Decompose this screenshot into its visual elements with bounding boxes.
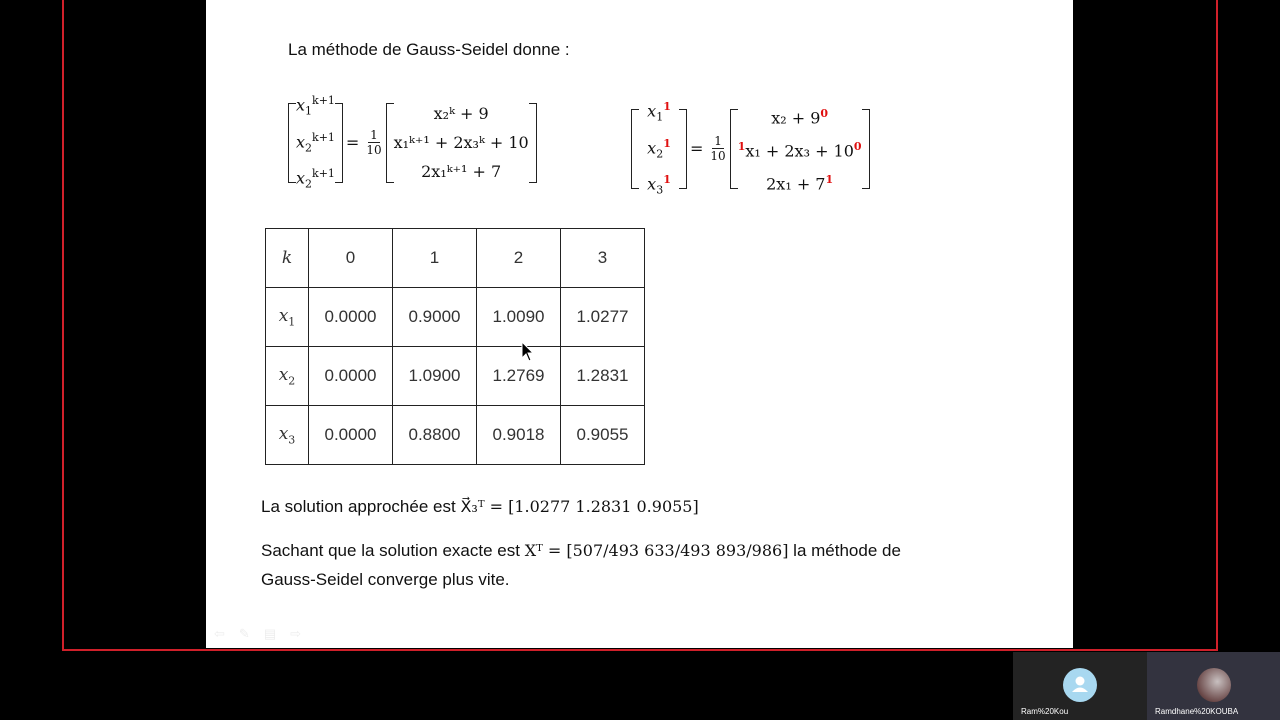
- iteration-table: [265, 228, 645, 465]
- menu-icon[interactable]: ▤: [263, 626, 277, 641]
- participant-tile[interactable]: [1147, 652, 1280, 720]
- table-header-row: k 0 1 2 3: [266, 229, 645, 288]
- table-row: $x_1$ 0.0000 0.9000 1.0090 1.0277: [266, 288, 645, 347]
- handwritten-mark: 0: [820, 106, 829, 120]
- table-row: $x_3$ 0.0000 0.8800 0.9018 0.9055: [266, 406, 645, 465]
- prev-arrow-icon[interactable]: ⇦: [214, 626, 225, 641]
- avatar: [1197, 668, 1231, 702]
- general-equation: $x_1^{k+1}$ $x_2^{k+1}$ $x_2^{k+1}$ = $\frac{1}{10}$ x₂ᵏ + 9 x₁ᵏ⁺¹ + 2x₃ᵏ + 10 2x₁ᵏ⁺¹ + 7: [288, 88, 537, 198]
- pen-icon[interactable]: ✎: [238, 626, 250, 641]
- handwritten-mark: 1: [825, 173, 834, 187]
- avatar: [1063, 668, 1097, 702]
- conclusion-text: Gauss-Seidel converge plus vite.: [261, 570, 510, 589]
- annotated-equation: $x_1^1$ $x_2^1$ $x_3^1$ = $\frac{1}{10}$ $x_2 + 9^0$ $^1x_1 + 2x_3 + 10^0$ $2x_1 + 7^1$: [631, 94, 870, 204]
- approx-solution: La solution approchée est X⃗₃ᵀ = [1.0277 1.2831 0.9055]: [261, 497, 699, 516]
- mouse-cursor-icon: [521, 341, 535, 363]
- handwritten-mark: 0: [853, 140, 862, 154]
- participant-name: Ram%20Kou: [1021, 707, 1069, 716]
- participant-name: Ramdhane%20KOUBA: [1155, 707, 1239, 716]
- slide-heading: La méthode de Gauss-Seidel donne :: [288, 40, 570, 59]
- handwritten-mark: 1: [737, 140, 746, 154]
- next-arrow-icon[interactable]: ⇨: [290, 626, 302, 641]
- participant-tile[interactable]: [1013, 652, 1147, 720]
- user-icon: [1063, 668, 1097, 702]
- presentation-slide: [206, 0, 1073, 648]
- table-row: $x_2$ 0.0000 1.0900 1.2769 1.2831: [266, 347, 645, 406]
- participants-strip: [1013, 652, 1280, 720]
- slide-nav-controls[interactable]: [214, 626, 301, 642]
- exact-solution-line: Sachant que la solution exacte est Xᵀ = [507/493 633/493 893/986] la méthode de: [261, 541, 901, 560]
